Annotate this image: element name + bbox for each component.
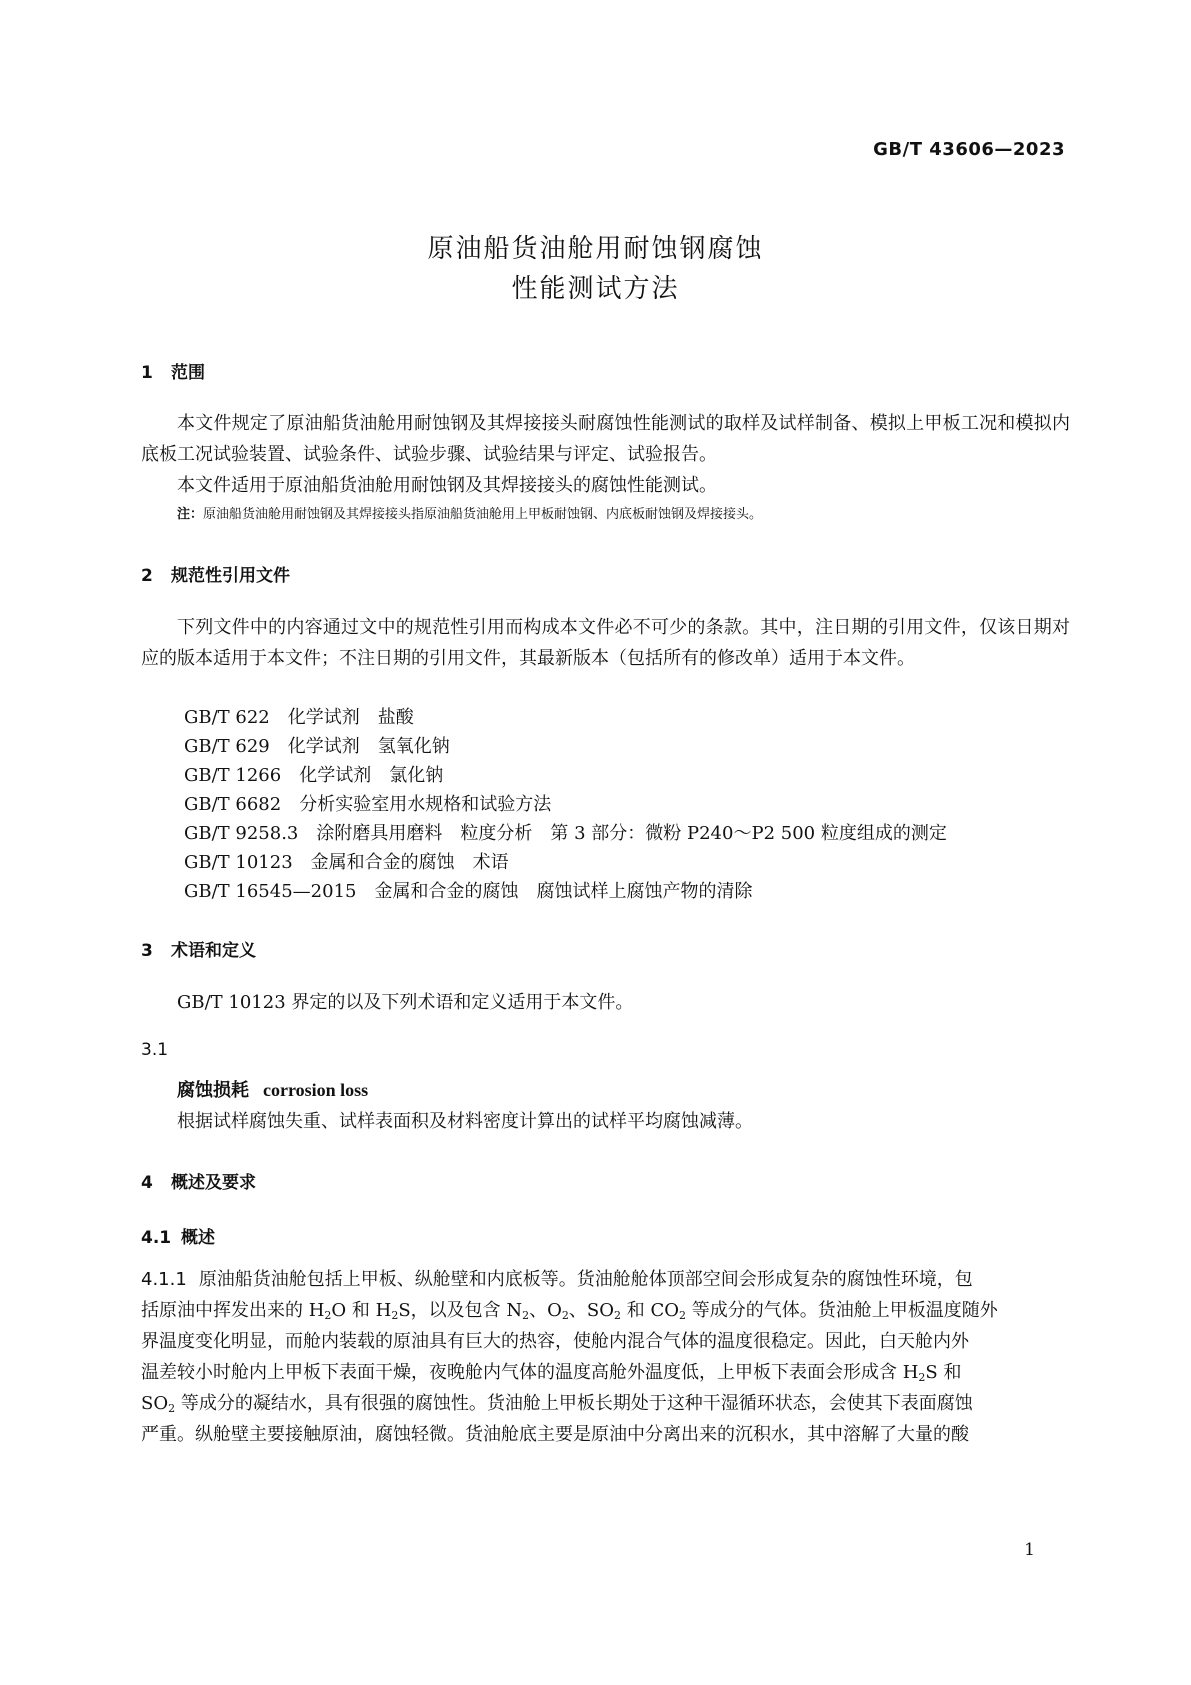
section-title: 规范性引用文件 bbox=[171, 566, 290, 586]
text-run: 严重。纵舱壁主要接触原油，腐蚀轻微。货油舱底主要是原油中分离出来的沉积水，其中溶解了大量的酸 bbox=[141, 1424, 969, 1445]
reference-item: GB/T 16545—2015 金属和合金的腐蚀 腐蚀试样上腐蚀产物的清除 bbox=[184, 881, 753, 902]
section-3-heading bbox=[141, 936, 256, 961]
reference-item: GB/T 6682 分析实验室用水规格和试验方法 bbox=[184, 794, 552, 815]
section-number: 3 bbox=[141, 941, 153, 961]
reference-item: GB/T 10123 金属和合金的腐蚀 术语 bbox=[184, 852, 509, 873]
normative-references-paragraph: 下列文件中的内容通过文中的规范性引用而构成本文件必不可少的条款。其中，注日期的引用文件，仅该日期对应的版本适用于本文件；不注日期的引用文件，其最新版本（包括所有的修改单）适用于本文件。 bbox=[141, 617, 1070, 669]
subsection-number: 4.1 bbox=[141, 1228, 172, 1248]
subscript: 2 bbox=[522, 1309, 530, 1322]
document-title-line1: 原油船货油舱用耐蚀钢腐蚀 bbox=[427, 234, 764, 264]
section-title: 概述及要求 bbox=[171, 1173, 256, 1193]
section-title: 范围 bbox=[171, 363, 205, 383]
term-number: 3.1 bbox=[141, 1040, 169, 1060]
text-run: 、O bbox=[529, 1300, 562, 1321]
scope-note bbox=[177, 503, 1070, 522]
section-number: 1 bbox=[141, 363, 153, 383]
text-run: 等成分的气体。货油舱上甲板温度随外 bbox=[685, 1300, 998, 1321]
reference-item: GB/T 622 化学试剂 盐酸 bbox=[184, 707, 414, 728]
text-run: 温差较小时舱内上甲板下表面干燥，夜晚舱内气体的温度高舱外温度低，上甲板下表面会形成含 H bbox=[141, 1362, 919, 1383]
subsection-4-1-heading bbox=[141, 1223, 215, 1248]
text-run: O 和 H bbox=[331, 1300, 392, 1321]
reference-item: GB/T 629 化学试剂 氢氧化钠 bbox=[184, 736, 450, 757]
subscript: 2 bbox=[678, 1309, 686, 1322]
text-run: 、SO bbox=[568, 1300, 614, 1321]
clause-line bbox=[141, 1326, 1070, 1357]
terms-intro: GB/T 10123 界定的以及下列术语和定义适用于本文件。 bbox=[177, 992, 634, 1013]
text-run: 和 CO bbox=[621, 1300, 679, 1321]
clause-line bbox=[141, 1264, 1070, 1295]
text-run: 界温度变化明显，而舱内装载的原油具有巨大的热容，使舱内混合气体的温度很稳定。因此，白天舱内外 bbox=[141, 1331, 969, 1352]
term-chinese: 腐蚀损耗 bbox=[177, 1080, 249, 1101]
text-run: 等成分的凝结水，具有很强的腐蚀性。货油舱上甲板长期处于这种干湿循环状态，会使其下表面腐蚀 bbox=[175, 1393, 973, 1414]
term-definition: 根据试样腐蚀失重、试样表面积及材料密度计算出的试样平均腐蚀减薄。 bbox=[177, 1111, 753, 1132]
subscript: 2 bbox=[324, 1309, 332, 1322]
section-1-heading bbox=[141, 358, 205, 383]
subscript: 2 bbox=[614, 1309, 621, 1322]
text-run: SO bbox=[141, 1393, 169, 1414]
term-entry bbox=[177, 1075, 1106, 1106]
subscript: 2 bbox=[918, 1371, 926, 1384]
text-run: S，以及包含 N bbox=[398, 1300, 523, 1321]
clause-number: 4.1.1 bbox=[141, 1269, 187, 1290]
section-4-heading bbox=[141, 1168, 256, 1193]
section-number: 2 bbox=[141, 566, 153, 586]
scope-applicability: 本文件适用于原油船货油舱用耐蚀钢及其焊接接头的腐蚀性能测试。 bbox=[177, 475, 717, 496]
document-title-line2: 性能测试方法 bbox=[511, 274, 680, 304]
section-2-heading bbox=[141, 561, 290, 586]
standard-code: GB/T 43606—2023 bbox=[873, 139, 1065, 160]
subscript: 2 bbox=[561, 1309, 569, 1322]
text-run: 括原油中挥发出来的 H bbox=[141, 1300, 325, 1321]
scope-paragraph: 本文件规定了原油船货油舱用耐蚀钢及其焊接接头耐腐蚀性能测试的取样及试样制备、模拟上甲板工况和模拟内底板工况试验装置、试验条件、试验步骤、试验结果与评定、试验报告。 bbox=[141, 413, 1070, 465]
subscript: 2 bbox=[168, 1402, 176, 1415]
note-label: 注： bbox=[177, 507, 204, 522]
clause-line bbox=[141, 1419, 1070, 1450]
note-text: 原油船货油舱用耐蚀钢及其焊接接头指原油船货油舱用上甲板耐蚀钢、内底板耐蚀钢及焊接接头。 bbox=[203, 507, 763, 522]
text-run: S 和 bbox=[925, 1362, 962, 1383]
clause-text: 原油船货油舱包括上甲板、纵舱壁和内底板等。货油舱舱体顶部空间会形成复杂的腐蚀性环境，包 bbox=[198, 1269, 973, 1290]
reference-item: GB/T 1266 化学试剂 氯化钠 bbox=[184, 765, 444, 786]
subsection-title: 概述 bbox=[181, 1228, 215, 1248]
term-english: corrosion loss bbox=[263, 1080, 369, 1100]
reference-item: GB/T 9258.3 涂附磨具用磨料 粒度分析 第 3 部分：微粉 P240～P2 500 粒度组成的测定 bbox=[184, 823, 947, 844]
section-number: 4 bbox=[141, 1173, 153, 1193]
page-number: 1 bbox=[1024, 1540, 1035, 1560]
section-title: 术语和定义 bbox=[171, 941, 256, 961]
subscript: 2 bbox=[391, 1309, 399, 1322]
